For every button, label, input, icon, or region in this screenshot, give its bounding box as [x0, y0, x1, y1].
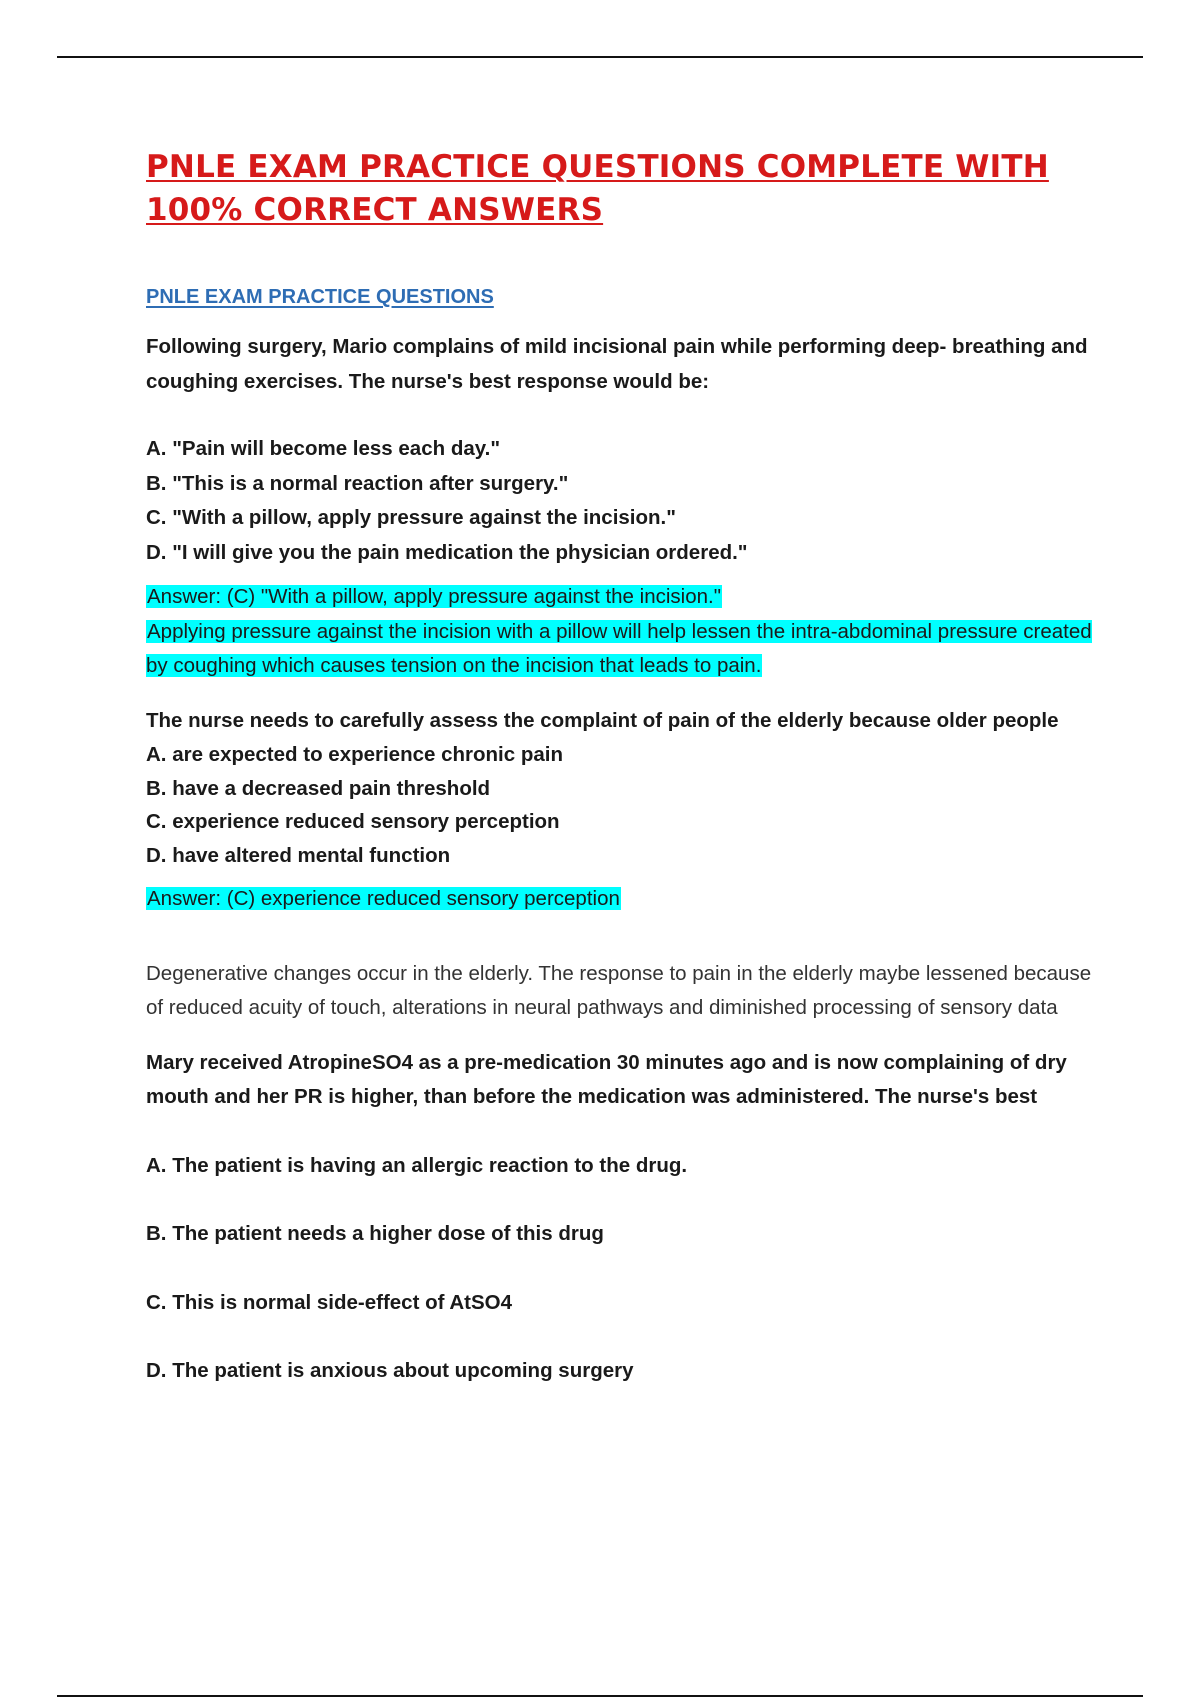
question-1-options	[146, 432, 1096, 570]
question-1-option-c: C. "With a pillow, apply pressure against the incision."	[146, 506, 676, 529]
question-3-option-d: D. The patient is anxious about upcoming surgery	[146, 1359, 634, 1382]
question-1-option-d: D. "I will give you the pain medication the physician ordered."	[146, 540, 748, 564]
question-2-option-a: A. are expected to experience chronic pain	[146, 743, 563, 766]
question-2-options	[146, 738, 1096, 872]
question-2-answer-block	[146, 882, 1096, 917]
question-3-option-c: C. This is normal side-effect of AtSO4	[146, 1290, 513, 1314]
question-1-stem: Following surgery, Mario complains of mild incisional pain while performing deep- breathing and coughing exercises. The nurse's best response would be:	[146, 335, 1088, 393]
question-1-option-b: B. "This is a normal reaction after surgery."	[146, 471, 569, 495]
question-3-stem: Mary received AtropineSO4 as a pre-medication 30 minutes ago and is now complaining of dry mouth and her PR is higher, than before the medication was administered. The nurse's best	[146, 1050, 1067, 1108]
document-title: PNLE EXAM PRACTICE QUESTIONS COMPLETE WITH 100% CORRECT ANSWERS	[146, 149, 1049, 228]
question-1-explanation: Applying pressure against the incision with a pillow will help lessen the intra-abdominal pressure created by coughing which causes tension on the incision that leads to pain.	[146, 619, 1092, 677]
question-2-stem: The nurse needs to carefully assess the complaint of pain of the elderly because older people	[146, 708, 1059, 732]
question-1	[146, 330, 1096, 684]
question-2-rationale: Degenerative changes occur in the elderly. The response to pain in the elderly maybe lessened because of reduced acuity of touch, alterations in neural pathways and diminished processing of sensory data	[146, 961, 1092, 1019]
bottom-rule	[57, 1695, 1143, 1697]
question-3-option-b: B. The patient needs a higher dose of this drug	[146, 1222, 604, 1245]
top-rule	[57, 56, 1143, 58]
question-2-option-b: B. have a decreased pain threshold	[146, 776, 491, 800]
question-1-option-a: A. "Pain will become less each day."	[146, 437, 501, 460]
question-2	[146, 704, 1096, 1026]
question-2-option-d: D. have altered mental function	[146, 843, 451, 867]
question-3	[146, 1046, 1096, 1389]
question-1-answer-block	[146, 580, 1096, 684]
question-3-option-a: A. The patient is having an allergic reaction to the drug.	[146, 1153, 688, 1177]
question-3-options	[146, 1149, 1096, 1389]
question-1-answer: Answer: (C) "With a pillow, apply pressure against the incision."	[147, 585, 721, 608]
question-2-answer: Answer: (C) experience reduced sensory perception	[147, 887, 620, 910]
document-page	[146, 146, 1096, 1423]
section-heading: PNLE EXAM PRACTICE QUESTIONS	[146, 286, 494, 308]
question-2-option-c: C. experience reduced sensory perception	[146, 810, 560, 833]
